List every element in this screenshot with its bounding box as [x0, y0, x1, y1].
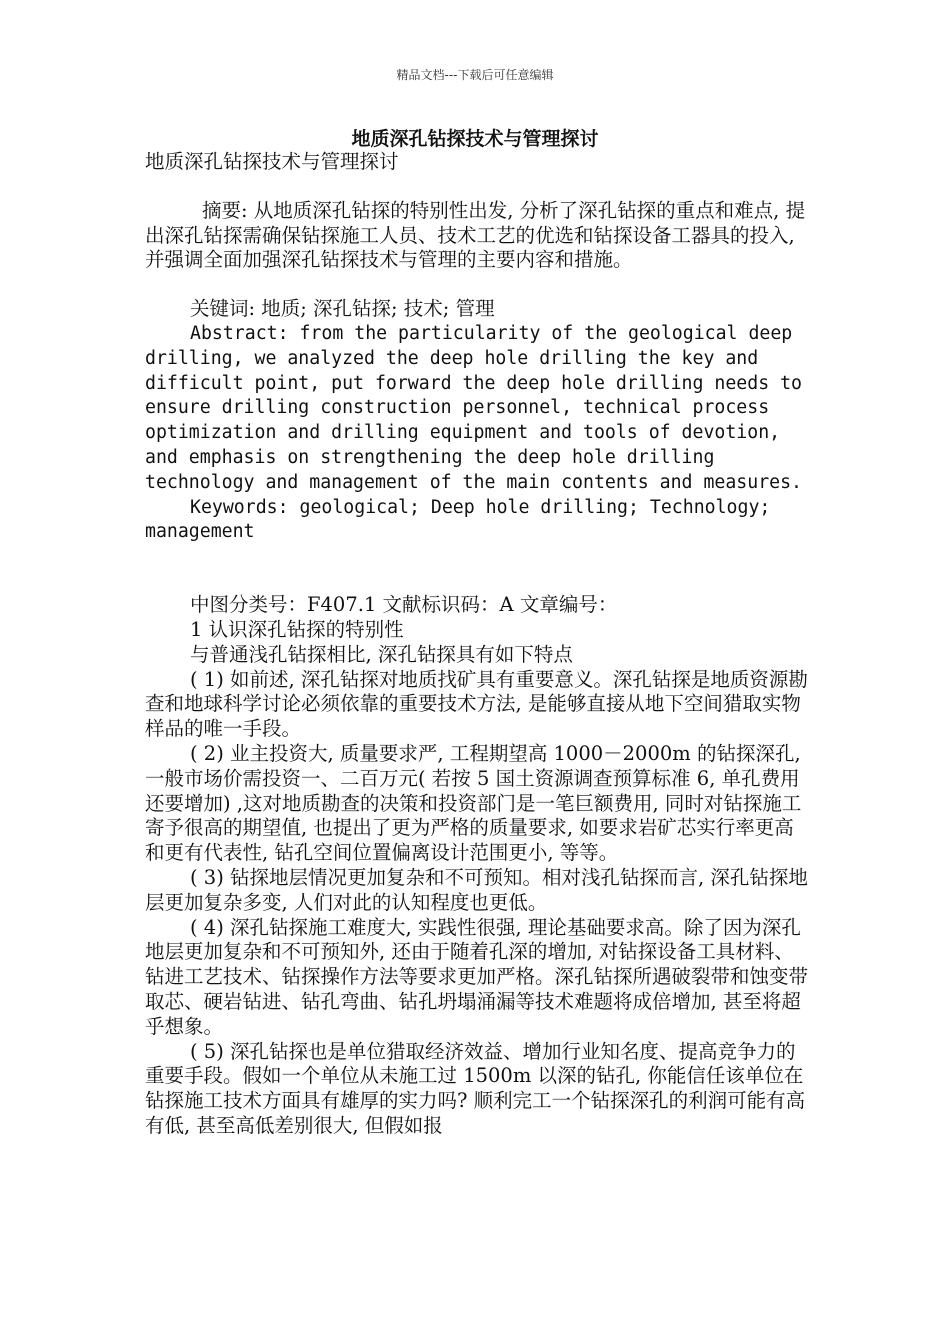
abstract-cn: 摘要: 从地质深孔钻探的特别性出发, 分析了深孔钻探的重点和难点, 提出深孔钻探需确保钻探施工人员、技术工艺的优选和钻探设备工器具的投入, 并强调全面加强深孔钻探技术与管理的主要内容和措施。	[145, 198, 806, 272]
page-header: 精品文档---下载后可任意编辑	[396, 68, 554, 82]
spacer	[145, 273, 810, 297]
point-1: ( 1) 如前述, 深孔钻探对地质找矿具有重要意义。深孔钻探是地质资源勘查和地球科学讨论必须依靠的重要技术方法, 是能够直接从地下空间猎取实物样品的唯一手段。	[145, 667, 808, 741]
spacer	[145, 175, 810, 199]
point-5: ( 5) 深孔钻探也是单位猎取经济效益、增加行业知名度、提高竞争力的重要手段。假如一个单位从未施工过 1500m 以深的钻孔, 你能信任该单位在钻探施工技术方面具有雄厚的实力吗? 顺利完工一个钻探深孔的利润可能有高有低, 甚至高低差别很大, 但假如报	[145, 1039, 806, 1137]
point-4: ( 4) 深孔钻探施工难度大, 实践性很强, 理论基础要求高。除了因为深孔地层更加复杂和不可预知外, 还由于随着孔深的增加, 对钻探设备工具材料、钻进工艺技术、钻探操作方法等要求更加严格。深孔钻探所遇破裂带和蚀变带取芯、硬岩钻进、钻孔弯曲、钻孔坍塌涌漏等技术难题将成倍增加, 甚至将超乎想象。	[145, 915, 809, 1038]
keywords-en: Keywords: geological; Deep hole drilling; Technology; management	[145, 496, 771, 543]
spacer	[145, 545, 810, 593]
point-2: ( 2) 业主投资大, 质量要求严, 工程期望高 1000－2000m 的钻探深孔, 一般市场价需投资一、二百万元( 若按 5 国土资源调查预算标准 6, 单孔费用还要增加) ,这对地质勘查的决策和投资部门是一笔巨额费用, 同时对钻探施工寄予很高的期望值, 也提出了更为严格的质量要求, 如要求岩矿芯实行率更高和更有代表性, 钻孔空间位置偏离设计范围更小, 等等。	[145, 741, 802, 865]
document-title: 地质深孔钻探技术与管理探讨	[351, 128, 599, 150]
keywords-cn: 关键词: 地质; 深孔钻探; 技术; 管理	[190, 297, 495, 321]
document-body	[145, 150, 810, 1139]
abstract-en: Abstract: from the particularity of the geological deep drilling, we analyzed the deep hole drilling the key and difficult point, put forward the deep hole drilling needs to ensure drilling construction personnel, technical process optimization and drilling equipment and tools of devotion, and emphasis on strengthening the deep hole drilling technology and management of the main contents and measures.	[145, 322, 802, 493]
classification-line: 中图分类号：F407.1 文献标识码：A 文章编号：	[190, 593, 618, 617]
document-subtitle: 地质深孔钻探技术与管理探讨	[145, 150, 399, 173]
section-heading: 1 认识深孔钻探的特别性	[190, 617, 404, 641]
point-3: ( 3) 钻探地层情况更加复杂和不可预知。相对浅孔钻探而言, 深孔钻探地层更加复杂多变, 人们对此的认知程度也更低。	[145, 865, 808, 914]
section-intro: 与普通浅孔钻探相比, 深孔钻探具有如下特点	[190, 642, 573, 666]
